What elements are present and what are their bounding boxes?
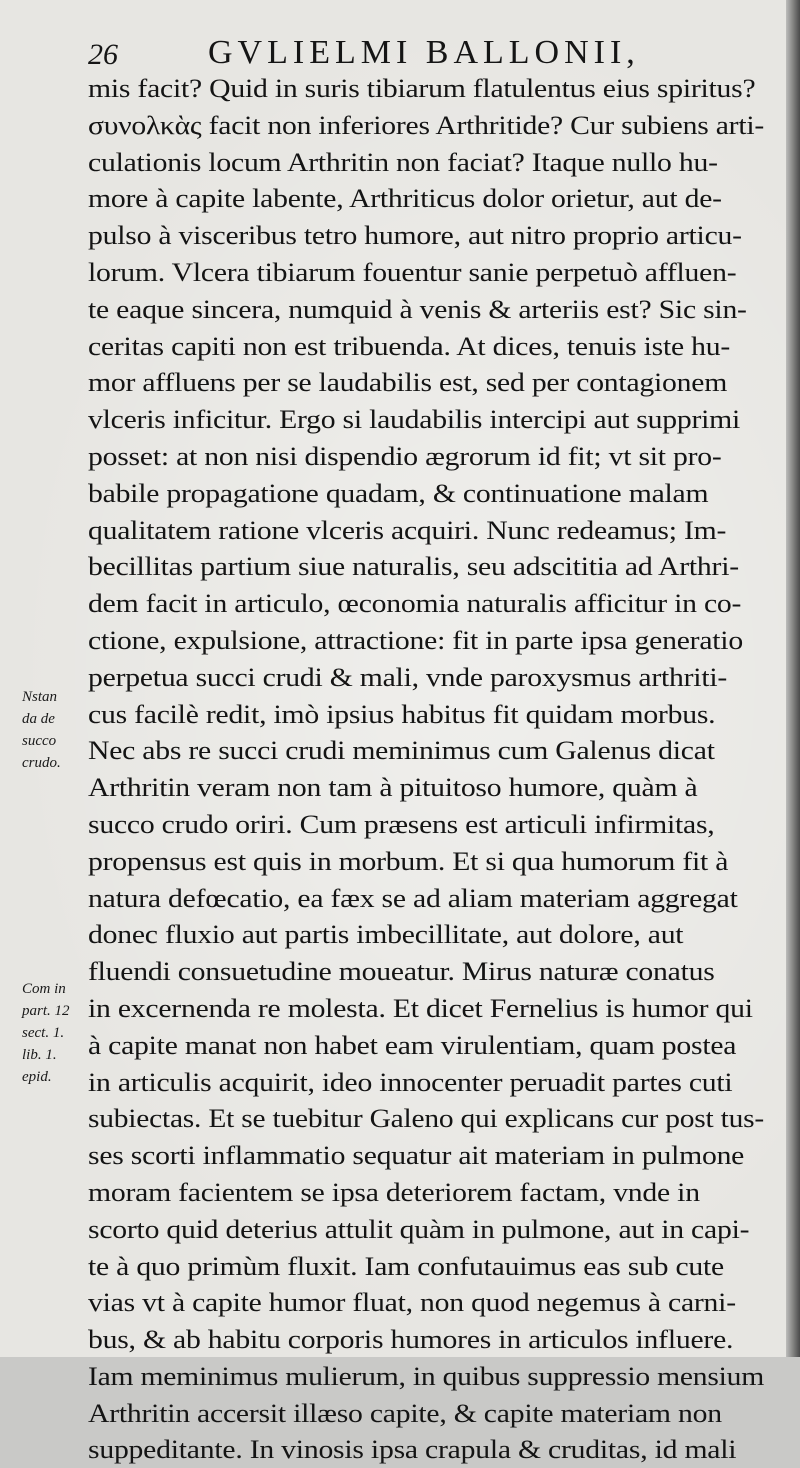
text-line: [88, 1358, 768, 1395]
text-line: [88, 1284, 768, 1321]
text-line: [88, 70, 768, 107]
text-line-content: posset: at non nisi dispendio ægrorum id fit; vt sit pro-: [88, 440, 722, 471]
text-line: [88, 990, 768, 1027]
text-line: [88, 659, 768, 696]
text-line-content: à capite manat non habet eam virulentiam, quam postea: [88, 1029, 737, 1060]
text-line-content: Nec abs re succi crudi meminimus cum Galenus dicat: [88, 735, 715, 766]
margin-note-line: da de: [22, 711, 55, 727]
margin-note-citation: [22, 978, 102, 1088]
text-line-content: te à quo primùm fluxit. Iam confutauimus eas sub cute: [88, 1250, 725, 1281]
text-line: [88, 732, 768, 769]
text-line: [88, 806, 768, 843]
text-line-content: ctione, expulsione, attractione: fit in parte ipsa generatio: [88, 624, 743, 655]
text-line: [88, 880, 768, 917]
text-line: [88, 1431, 768, 1468]
text-line-content: scorto quid deterius attulit quàm in pulmone, aut in capi-: [88, 1213, 750, 1244]
text-line-content: vias vt à capite humor fluat, non quod negemus à carni-: [88, 1287, 736, 1318]
text-line-content: moram facientem se ipsa deteriorem factam, vnde in: [88, 1176, 700, 1207]
text-line: [88, 217, 768, 254]
text-line: [88, 254, 768, 291]
text-line-content: donec fluxio aut partis imbecillitate, aut dolore, aut: [88, 919, 684, 950]
text-line-content: Iam meminimus mulierum, in quibus suppressio mensium: [88, 1360, 764, 1391]
text-line-content: babile propagatione quadam, & continuatione malam: [88, 477, 709, 508]
margin-note-line: lib. 1.: [22, 1047, 57, 1063]
text-line-content: succo crudo oriri. Cum præsens est articuli infirmitas,: [88, 808, 715, 839]
text-line: [88, 475, 768, 512]
text-line-content: bus, & ab habitu corporis humores in articulos influere.: [88, 1324, 734, 1355]
margin-note-line: epid.: [22, 1069, 52, 1085]
text-line-content: lorum. Vlcera tibiarum fouentur sanie perpetuò affluen-: [88, 256, 737, 287]
text-line-content: suppeditante. In vinosis ipsa crapula & cruditas, id mali: [88, 1434, 737, 1465]
text-line-content: fluendi consuetudine moueatur. Mirus naturæ conatus: [88, 956, 715, 987]
text-line-content: becillitas partium siue naturalis, seu adscititia ad Arthri-: [88, 551, 739, 582]
text-line: [88, 1211, 768, 1248]
text-line: [88, 1174, 768, 1211]
margin-note-line: Nstan: [22, 689, 58, 705]
text-line: [88, 328, 768, 365]
text-line: [88, 843, 768, 880]
text-line: [88, 696, 768, 733]
text-line-content: te eaque sincera, numquid à venis & arteriis est? Sic sin-: [88, 293, 747, 324]
text-line-content: ceritas capiti non est tribuenda. At dices, tenuis iste hu-: [88, 330, 731, 361]
text-line-content: mor affluens per se laudabilis est, sed per contagionem: [88, 367, 728, 398]
page-number: 26: [88, 38, 118, 71]
margin-note-line: succo: [22, 733, 57, 749]
margin-note-line: crudo.: [22, 755, 61, 771]
text-line: [88, 512, 768, 549]
text-line: [88, 1137, 768, 1174]
text-line: [88, 1321, 768, 1358]
text-line-content: συνολκὰς facit non inferiores Arthritide? Cur subiens arti-: [88, 109, 764, 140]
text-line: [88, 291, 768, 328]
margin-note-line: Com in: [22, 981, 66, 997]
text-line-content: mis facit? Quid in suris tibiarum flatulentus eius spiritus?: [88, 73, 756, 103]
text-line-content: dem facit in articulo, œconomia naturalis afficitur in co-: [88, 588, 742, 619]
text-line: [88, 1248, 768, 1285]
text-line: [88, 1100, 768, 1137]
main-text-block: [88, 70, 768, 1468]
text-line: [88, 1027, 768, 1064]
text-line-content: pulso à visceribus tetro humore, aut nitro proprio articu-: [88, 220, 742, 251]
text-line-content: ses scorti inflammatio sequatur ait materiam in pulmone: [88, 1140, 745, 1171]
text-line-content: propensus est quis in morbum. Et si qua humorum fit à: [88, 845, 729, 876]
text-line: [88, 953, 768, 990]
text-line: [88, 622, 768, 659]
text-line-content: in excernenda re molesta. Et dicet Fernelius is humor qui: [88, 992, 753, 1023]
margin-note-nstanda: [22, 686, 102, 774]
text-line: [88, 1395, 768, 1432]
text-line: [88, 438, 768, 475]
book-gutter-shadow: [786, 0, 800, 1357]
text-line: [88, 548, 768, 585]
text-line: [88, 180, 768, 217]
margin-note-line: part. 12: [22, 1003, 70, 1019]
text-line: [88, 916, 768, 953]
text-line-content: more à capite labente, Arthriticus dolor orietur, aut de-: [88, 183, 722, 214]
text-line-content: perpetua succi crudi & mali, vnde paroxysmus arthriti-: [88, 661, 728, 692]
running-title: GVLIELMI BALLONII,: [208, 34, 640, 71]
text-line: [88, 585, 768, 622]
text-line-content: subiectas. Et se tuebitur Galeno qui explicans cur post tus-: [88, 1103, 764, 1134]
text-line-content: in articulis acquirit, ideo innocenter peruadit partes cuti: [88, 1066, 733, 1097]
text-line: [88, 107, 768, 144]
text-line: [88, 769, 768, 806]
text-line: [88, 144, 768, 181]
text-line-content: culationis locum Arthritin non faciat? Itaque nullo hu-: [88, 146, 718, 177]
text-line-content: natura defœcatio, ea fæx se ad aliam materiam aggregat: [88, 882, 738, 913]
text-line-content: Arthritin accersit illæso capite, & capite materiam non: [88, 1397, 722, 1428]
margin-note-line: sect. 1.: [22, 1025, 65, 1041]
text-line-content: cus facilè redit, imò ipsius habitus fit quidam morbus.: [88, 698, 716, 729]
text-line-content: Arthritin veram non tam à pituitoso humore, quàm à: [88, 772, 698, 803]
text-line-content: vlceris inficitur. Ergo si laudabilis intercipi aut supprimi: [88, 404, 741, 435]
text-line: [88, 401, 768, 438]
text-line: [88, 1064, 768, 1101]
text-line: [88, 364, 768, 401]
text-line-content: qualitatem ratione vlceris acquiri. Nunc redeamus; Im-: [88, 514, 727, 545]
